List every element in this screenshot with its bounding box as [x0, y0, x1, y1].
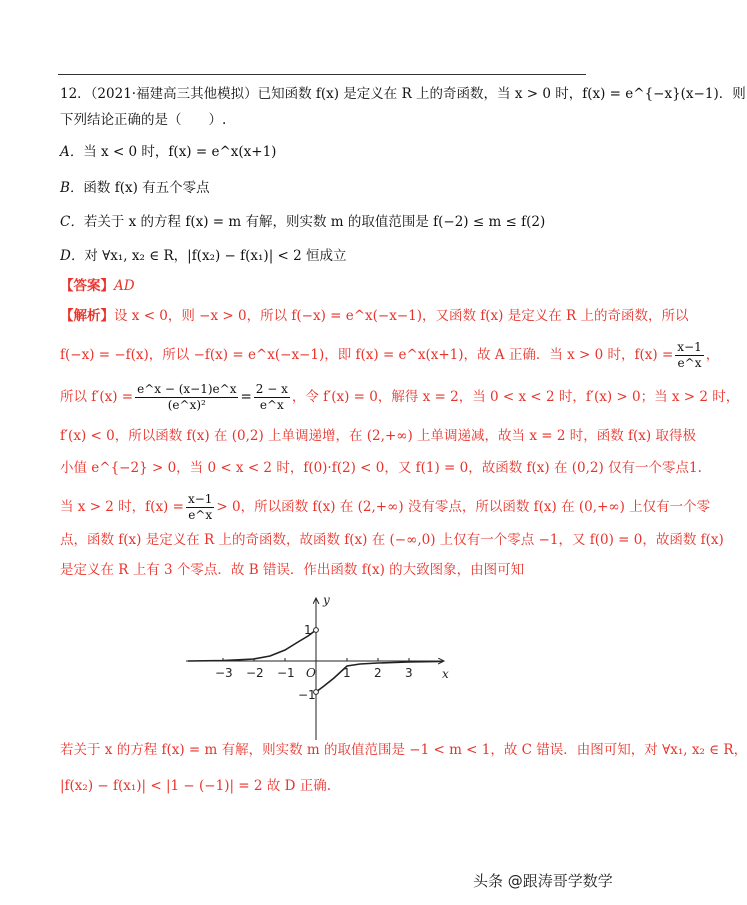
- analysis-l3a: 所以 f′(x) =: [60, 389, 134, 405]
- open-point-top: [314, 628, 319, 633]
- fraction-l3-2-den: e^x: [259, 398, 284, 412]
- option-a-label: A．: [60, 144, 84, 160]
- fraction-l2-den: e^x: [677, 356, 702, 370]
- analysis-line10: |f(x₂) − f(x₁)| < |1 − (−1)| = 2 故 D 正确.: [60, 778, 331, 794]
- fraction-l6-num: x−1: [187, 492, 213, 506]
- analysis-l3b: =: [240, 389, 252, 405]
- analysis-line4: f′(x) < 0，所以函数 f(x) 在 (0,2) 上单调递增，在 (2,+∞) 上单调递减，故当 x = 2 时，函数 f(x) 取得极: [60, 428, 696, 444]
- x-tick-neg2: −2: [246, 666, 264, 680]
- curve-left-branch: [188, 630, 316, 661]
- option-c-text: 若关于 x 的方程 f(x) = m 有解，则实数 m 的取值范围是 f(−2) ≤ m ≤ f(2): [83, 214, 546, 230]
- x-tick-2: 2: [374, 666, 382, 680]
- analysis-line2: [60, 340, 719, 371]
- option-d-text: 对 ∀x₁, x₂ ∈ R，|f(x₂) − f(x₁)| < 2 恒成立: [84, 248, 347, 264]
- y-tick-1: 1: [304, 623, 312, 637]
- analysis-l2a: f(−x) = −f(x)，所以 −f(x) = e^x(−x−1)，即 f(x) = e^x(x+1)，故 A 正确．当 x > 0 时，f(x) =: [60, 347, 674, 363]
- watermark: 头条 @跟涛哥学数学: [473, 872, 613, 890]
- fraction-l2-num: x−1: [677, 340, 702, 354]
- analysis-line9: 若关于 x 的方程 f(x) = m 有解，则实数 m 的取值范围是 −1 < m < 1，故 C 错误．由图可知，对 ∀x₁, x₂ ∈ R，: [60, 742, 747, 758]
- option-a: [60, 142, 276, 162]
- function-graph: [180, 592, 460, 742]
- answer-tag: 【答案】: [60, 278, 114, 294]
- option-d: [60, 246, 347, 266]
- fraction-l3-2-num: 2 − x: [255, 382, 288, 396]
- analysis-l6a: 当 x > 2 时，f(x) =: [60, 499, 184, 515]
- analysis-line5: 小值 e^{−2} > 0，当 0 < x < 2 时，f(0)·f(2) < 0，又 f(1) = 0，故函数 f(x) 在 (0,2) 仅有一个零点1.: [60, 460, 702, 476]
- x-tick-neg1: −1: [277, 666, 295, 680]
- analysis-line8: 是定义在 R 上有 3 个零点．故 B 错误．作出函数 f(x) 的大致图象，由图可知: [60, 562, 525, 578]
- option-d-label: D．: [60, 248, 85, 264]
- answer-line: [60, 276, 135, 296]
- option-b-label: B．: [60, 180, 84, 196]
- option-b: [60, 178, 210, 198]
- fraction-l3-1: [135, 382, 238, 413]
- answer-value: AD: [114, 278, 135, 294]
- analysis-l2b: ，: [705, 347, 720, 363]
- x-axis-label: x: [442, 667, 449, 681]
- analysis-l6b: > 0，所以函数 f(x) 在 (2,+∞) 没有零点，所以函数 f(x) 在 (0,+∞) 上仅有一个零: [216, 499, 711, 515]
- option-b-text: 函数 f(x) 有五个零点: [83, 180, 210, 196]
- y-axis-label: y: [323, 593, 330, 607]
- analysis-line6: [60, 492, 710, 523]
- origin-label: O: [306, 666, 316, 680]
- analysis-l3c: ，令 f′(x) = 0，解得 x = 2，当 0 < x < 2 时，f′(x) > 0；当 x > 2 时，: [291, 389, 740, 405]
- question-stem-line1: 12．（2021·福建高三其他模拟）已知函数 f(x) 是定义在 R 上的奇函数，当 x > 0 时，f(x) = e^{−x}(x−1)．则: [60, 86, 746, 102]
- fraction-l2: [675, 340, 703, 371]
- analysis-line7: 点，函数 f(x) 是定义在 R 上的奇函数，故函数 f(x) 在 (−∞,0) 上仅有一个零点 −1，又 f(0) = 0，故函数 f(x): [60, 532, 724, 548]
- x-tick-neg3: −3: [215, 666, 233, 680]
- question-stem-line2: 下列结论正确的是（ ）.: [60, 112, 227, 128]
- fraction-l3-2: [254, 382, 290, 413]
- y-tick-neg1: −1: [298, 688, 316, 702]
- analysis-line3: [60, 382, 739, 413]
- option-a-text: 当 x < 0 时，f(x) = e^x(x+1): [83, 144, 277, 160]
- option-c-label: C．: [60, 214, 84, 230]
- option-c: [60, 212, 545, 232]
- analysis-tag: 【解析】: [60, 308, 114, 324]
- x-tick-3: 3: [405, 666, 413, 680]
- fraction-l6: [186, 492, 214, 523]
- top-divider: [58, 74, 586, 75]
- fraction-l3-1-den: (e^x)²: [167, 398, 206, 412]
- analysis-l1: 设 x < 0，则 −x > 0，所以 f(−x) = e^x(−x−1)，又函数 f(x) 是定义在 R 上的奇函数，所以: [114, 308, 689, 324]
- fraction-l3-1-num: e^x − (x−1)e^x: [137, 382, 237, 396]
- analysis-line1: [60, 306, 688, 326]
- fraction-l6-den: e^x: [188, 508, 213, 522]
- x-tick-1: 1: [343, 666, 351, 680]
